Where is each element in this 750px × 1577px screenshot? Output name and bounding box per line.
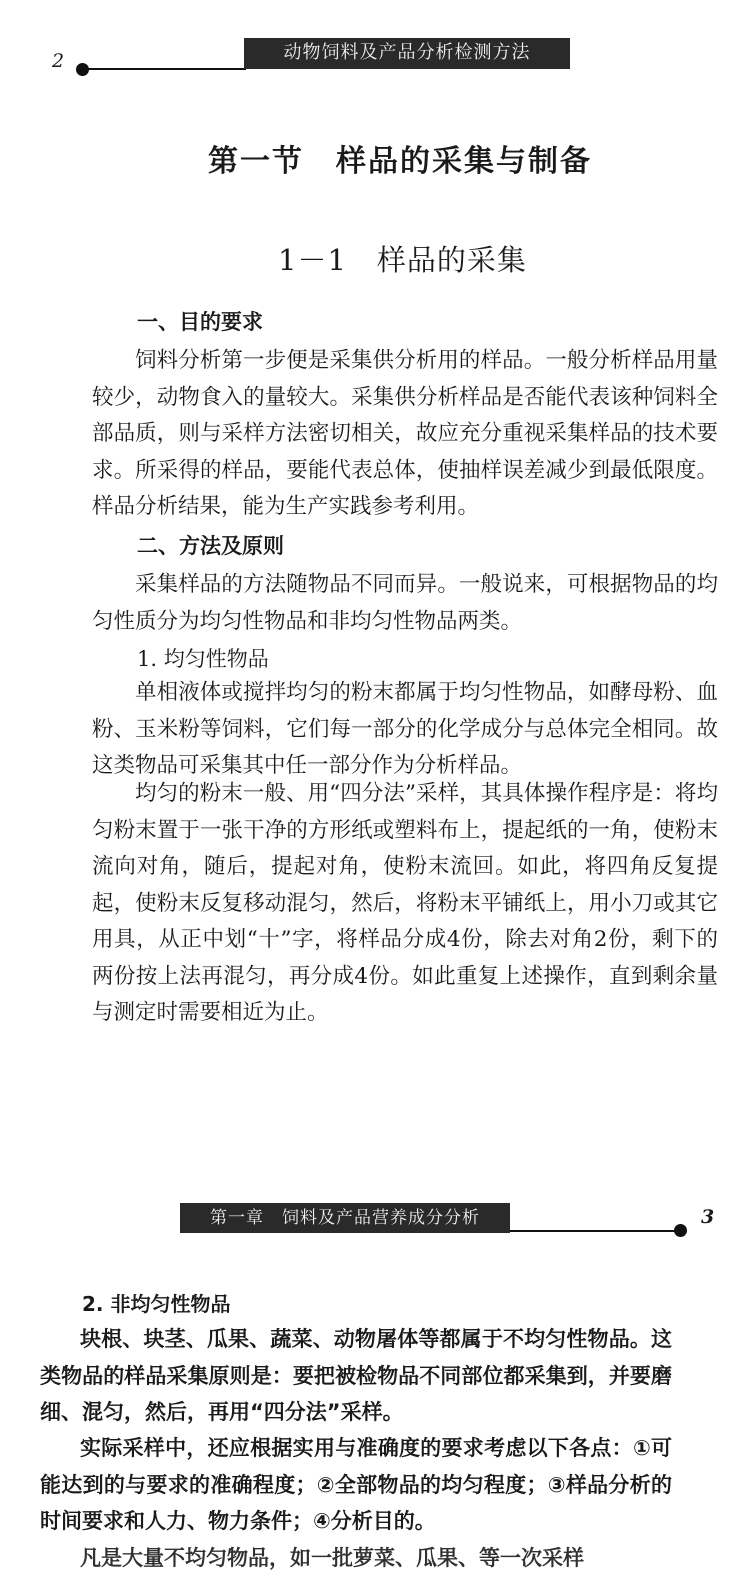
- header-rule: [510, 1230, 678, 1232]
- heading-methods: 二、方法及原则: [137, 534, 284, 558]
- header-rule: [86, 68, 246, 70]
- header-bullet: [674, 1224, 687, 1237]
- item-nonhomogeneous-label: 2. 非均匀性物品: [82, 1292, 231, 1316]
- running-header: 动物饲料及产品分析检测方法: [244, 38, 570, 69]
- paragraph-bulk-partial: 凡是大量不均匀物品，如一批萝菜、瓜果、等一次采样: [80, 1546, 584, 1570]
- paragraph-homogeneous: 单相液体或搅拌均匀的粉末都属于均匀性物品，如酵母粉、血粉、玉米粉等饲料，它们每一部分的化学成分与总体完全相同。故这类物品可采集其中任一部分作为分析样品。: [92, 680, 718, 778]
- item-homogeneous-label: 1. 均匀性物品: [137, 647, 269, 671]
- paragraph-nonhomogeneous: 块根、块茎、瓜果、蔬菜、动物屠体等都属于不均匀性物品。这类物品的样品采集原则是：要把被检物品不同部位都采集到，并要磨细、混匀，然后，再用“四分法”采样。: [40, 1327, 672, 1424]
- paragraph-methods: 采集样品的方法随物品不同而异。一般说来，可根据物品的均匀性质分为均匀性物品和非均匀性物品两类。: [92, 572, 718, 634]
- page-number: 3: [701, 1206, 715, 1228]
- heading-purpose: 一、目的要求: [137, 310, 263, 334]
- subsection-title: 1－1 样品的采集: [278, 243, 527, 277]
- paragraph-purpose: 饲料分析第一步便是采集供分析用的样品。一般分析样品用量较少，动物食入的量较大。采集供分析样品是否能代表该种饲料全部品质，则与采样方法密切相关，故应充分重视采集样品的技术要求。所采得的样品，要能代表总体，使抽样误差减少到最低限度。样品分析结果，能为生产实践参考利用。: [92, 348, 718, 519]
- paragraph-quartering: 均匀的粉末一般、用“四分法”采样，其具体操作程序是：将均匀粉末置于一张干净的方形纸或塑料布上，提起纸的一角，使粉末流向对角，随后，提起对角，使粉末流回。如此，将四角反复提起，使粉末反复移动混匀，然后，将粉末平铺纸上，用小刀或其它用具，从正中划“十”字，将样品分成4份，除去对角2份，剩下的两份按上法再混匀，再分成4份。如此重复上述操作，直到剩余量与测定时需要相近为止。: [92, 781, 718, 1025]
- paragraph-considerations: 实际采样中，还应根据实用与准确度的要求考虑以下各点：①可能达到的与要求的准确程度；②全部物品的均匀程度；③样品分析的时间要求和人力、物力条件；④分析目的。: [40, 1436, 672, 1533]
- section-title: 第一节 样品的采集与制备: [208, 144, 592, 179]
- running-header: 第一章 饲料及产品营养成分分析: [180, 1203, 510, 1233]
- page-3: [0, 1150, 750, 1570]
- page-number: 2: [52, 50, 65, 72]
